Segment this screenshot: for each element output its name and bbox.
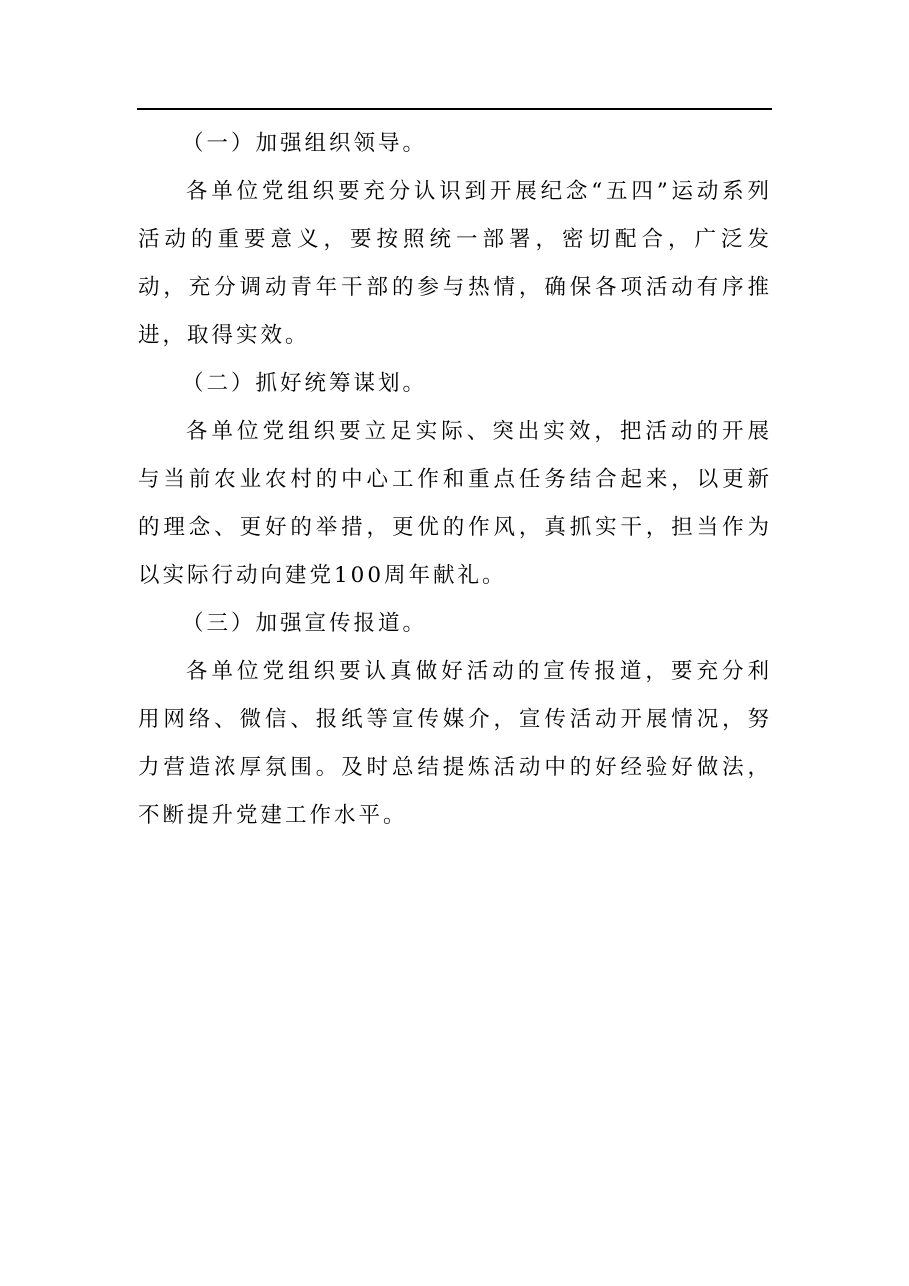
header-rule: [137, 108, 772, 110]
section-paragraph-2: 各单位党组织要立足实际、突出实效，把活动的开展与当前农业农村的中心工作和重点任务结合起来，以更新的理念、更好的举措，更优的作风，真抓实干，担当作为以实际行动向建党100周年献礼。: [138, 419, 772, 588]
section-heading-2: （二）抓好统筹谋划。: [182, 371, 428, 396]
section-heading-3: （三）加强宣传报道。: [182, 611, 428, 636]
section-paragraph-1: 各单位党组织要充分认识到开展纪念“五四”运动系列活动的重要意义，要按照统一部署，密切配合，广泛发动，充分调动青年干部的参与热情，确保各项活动有序推进，取得实效。: [138, 179, 772, 348]
document-body: [138, 120, 772, 840]
section-paragraph-3: 各单位党组织要认真做好活动的宣传报道，要充分利用网络、微信、报纸等宣传媒介，宣传活动开展情况，努力营造浓厚氛围。及时总结提炼活动中的好经验好做法，不断提升党建工作水平。: [138, 659, 772, 828]
section-heading-1: （一）加强组织领导。: [182, 131, 428, 156]
